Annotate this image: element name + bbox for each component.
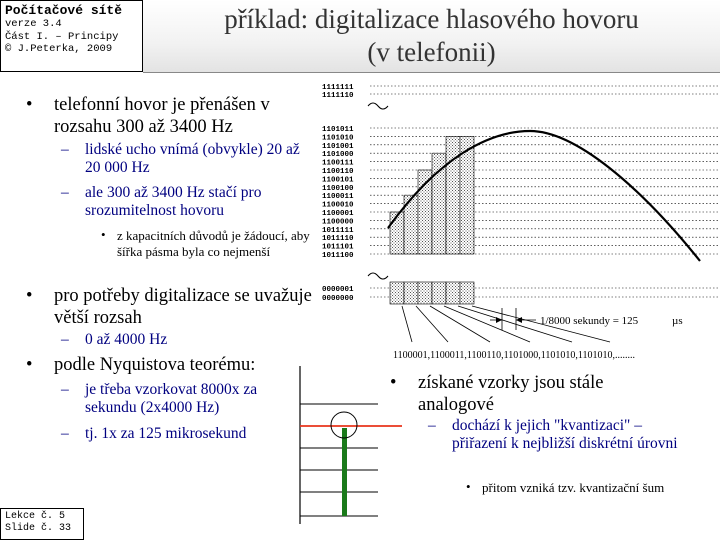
level-code-label: 1101011 <box>322 126 354 134</box>
slide-number: Slide č. 33 <box>5 523 72 534</box>
sample-bar-low <box>432 282 446 304</box>
sample-bar <box>390 212 404 254</box>
quantization-diagram <box>320 76 720 366</box>
level-code-label: 1100101 <box>322 176 354 185</box>
level-code-label: 0000001 <box>322 286 354 294</box>
level-code-label: 1011101 <box>322 243 354 252</box>
bullet-dot: • <box>26 286 33 306</box>
time-interval-unit: µs <box>672 315 683 327</box>
sub-bullet-human-ear: – lidské ucho vnímá (obvykle) 20 až 20 000 Hz <box>61 141 300 176</box>
course-part: Část I. – Principy <box>5 30 119 43</box>
level-code-label: 1100110 <box>322 168 354 176</box>
level-code-label: 1101001 <box>322 142 354 151</box>
level-code-label: 1111111 <box>322 84 354 92</box>
level-code-label: 1100011 <box>322 193 354 202</box>
sub-bullet-range: – 0 až 4000 Hz <box>61 331 168 348</box>
level-code-label: 1011111 <box>322 226 354 235</box>
note-dot: • <box>101 227 106 242</box>
level-code-label: 1100111 <box>322 159 354 168</box>
sub-bullet-dash: – <box>61 184 69 201</box>
slide-info-box <box>0 508 84 540</box>
lesson-number: Lekce č. 5 <box>5 511 66 522</box>
bottom-level-group <box>322 286 718 303</box>
top-level-group <box>322 84 718 100</box>
level-code-label: 1100000 <box>322 218 354 227</box>
slide-title-line2: (v telefonii) <box>367 37 496 67</box>
note-quantization-noise: • přitom vzniká tzv. kvantizační šum <box>466 479 665 495</box>
level-code-label: 1111110 <box>322 92 354 100</box>
course-copyright: © J.Peterka, 2009 <box>5 43 113 55</box>
sample-bar-low <box>446 282 460 304</box>
note-dot: • <box>466 479 471 494</box>
time-interval-marker <box>490 308 536 330</box>
note-capacity: • z kapacitních důvodů je žádoucí, aby šířka pásma byla co nejmenší <box>101 227 310 259</box>
sub-bullet-quantization: – dochází k jejich "kvantizaci" – přiřazení k nejbližší diskrétní úrovni <box>428 417 678 452</box>
bullet-dot: • <box>390 373 397 393</box>
sample-bar <box>432 153 446 254</box>
sub-bullet-sampling-period: – tj. 1x za 125 mikrosekund <box>61 425 247 442</box>
sample-bar-low <box>404 282 418 304</box>
sample-bar-low <box>418 282 432 304</box>
bullet-digitization-range: • pro potřeby digitalizace se uvažuje větší rozsah <box>26 286 312 328</box>
axis-break-top <box>368 103 388 109</box>
slide-title <box>143 3 720 69</box>
level-code-label: 1011110 <box>322 235 354 244</box>
sub-bullet-intelligibility: – ale 300 až 3400 Hz stačí pro srozumitelnost hovoru <box>61 184 262 219</box>
slide-title-line1: příklad: digitalizace hlasového hovoru <box>224 4 639 34</box>
level-code-label: 1100001 <box>322 210 354 218</box>
bottom-sample-bars <box>390 282 474 304</box>
level-code-label: 1101010 <box>322 134 354 143</box>
sub-bullet-dash: – <box>61 141 69 158</box>
course-info-box <box>0 0 143 72</box>
level-code-label: 1011100 <box>322 252 354 260</box>
level-code-label: 1101000 <box>322 151 354 160</box>
mid-level-group <box>322 126 718 260</box>
sub-bullet-sampling-rate: – je třeba vzorkovat 8000x za sekundu (2x4000 Hz) <box>61 381 258 416</box>
time-interval-caption: 1/8000 sekundy = 125 <box>540 315 639 327</box>
axis-break-bottom <box>368 273 388 279</box>
level-code-label: 1100100 <box>322 184 354 193</box>
bullet-dot: • <box>26 355 33 375</box>
sub-bullet-dash: – <box>61 425 69 442</box>
sample-bar-low <box>390 282 404 304</box>
level-code-label: 1100010 <box>322 201 354 210</box>
sample-code-sequence: 1100001,1100011,1100110,1101000,1101010,1101010,........ <box>393 350 636 361</box>
sub-bullet-dash: – <box>61 331 69 348</box>
sub-bullet-dash: – <box>61 381 69 398</box>
level-code-label: 0000000 <box>322 295 354 303</box>
bullet-analog-samples: • získané vzorky jsou stále analogové <box>390 373 604 415</box>
sample-illustration <box>292 366 412 526</box>
bullet-nyquist: • podle Nyquistova teorému: <box>26 355 256 375</box>
sample-bar <box>342 428 347 516</box>
sub-bullet-dash: – <box>428 417 436 434</box>
sample-bar <box>446 136 460 254</box>
bullet-dot: • <box>26 95 33 115</box>
course-name: Počítačové sítě <box>5 3 123 18</box>
sample-bar-low <box>460 282 474 304</box>
bullet-telephone-band: • telefonní hovor je přenášen v rozsahu 300 až 3400 Hz <box>26 95 270 137</box>
course-version: verze 3.4 <box>5 18 62 30</box>
